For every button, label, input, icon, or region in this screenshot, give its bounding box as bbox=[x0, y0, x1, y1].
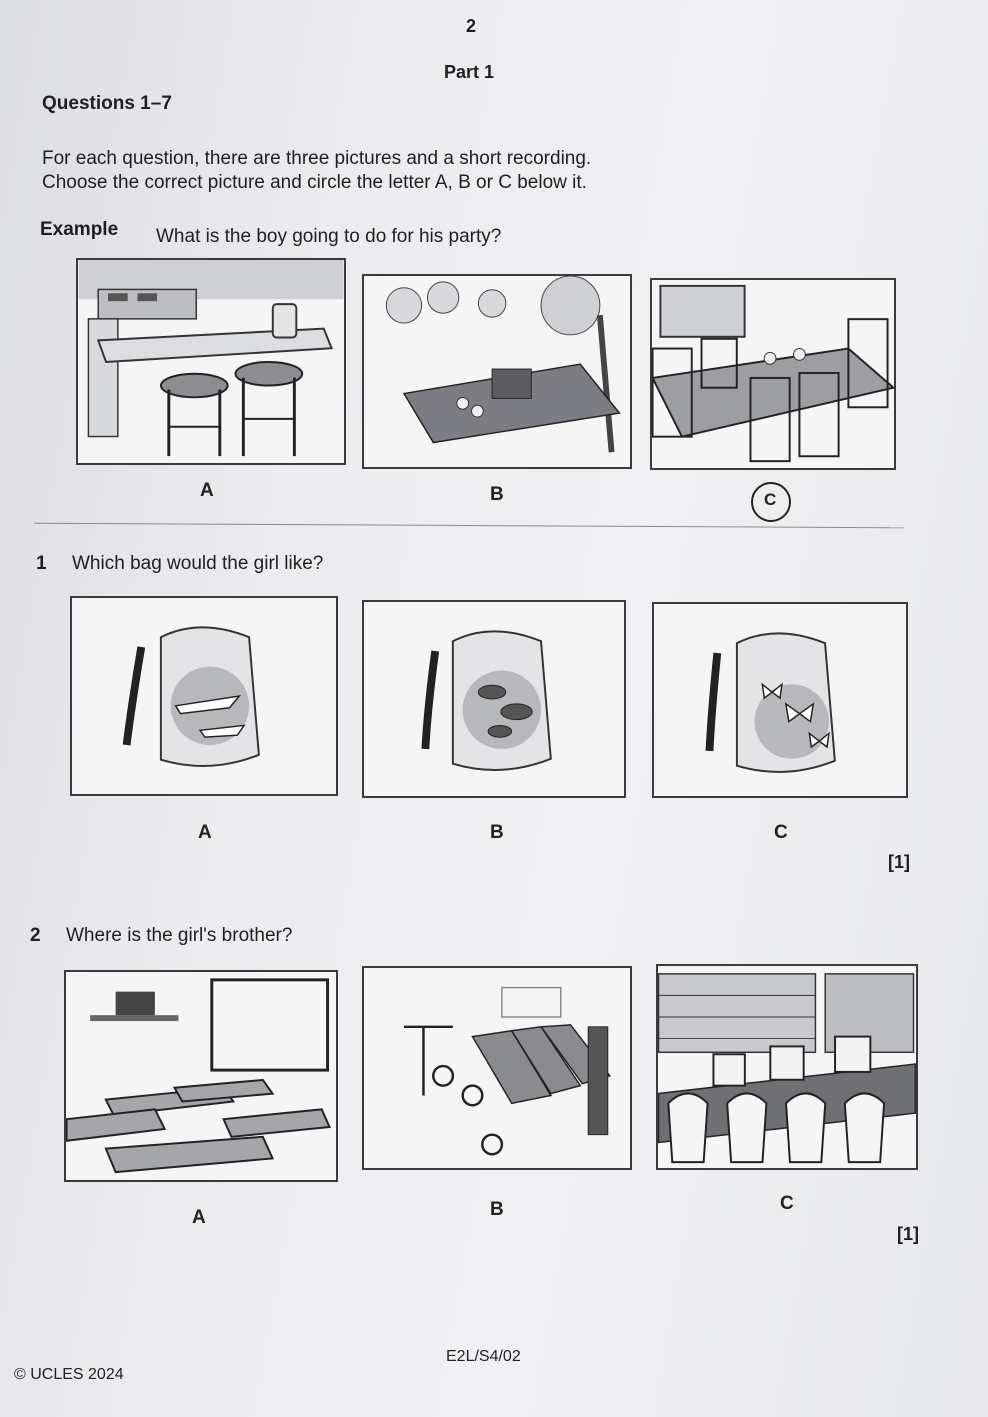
q2-picture-c-library[interactable] bbox=[656, 964, 918, 1170]
exam-code: E2L/S4/02 bbox=[446, 1348, 521, 1365]
q2-mark: [1] bbox=[897, 1224, 919, 1244]
library-computers-illustration bbox=[658, 966, 916, 1168]
gym-illustration bbox=[364, 968, 630, 1168]
q2-picture-a-classroom[interactable] bbox=[64, 970, 338, 1182]
question-2-number: 2 bbox=[30, 925, 41, 946]
example-option-c[interactable]: C bbox=[764, 490, 777, 509]
q1-picture-c-butterfly-backpack[interactable] bbox=[652, 602, 908, 798]
picnic-illustration bbox=[364, 276, 630, 467]
backpack-fish-illustration bbox=[364, 602, 624, 796]
q2-option-a[interactable]: A bbox=[192, 1207, 206, 1228]
q1-option-b[interactable]: B bbox=[490, 822, 504, 843]
part-title: Part 1 bbox=[444, 62, 495, 82]
question-1-number: 1 bbox=[36, 553, 47, 574]
q1-option-c[interactable]: C bbox=[774, 822, 788, 843]
q1-mark: [1] bbox=[888, 852, 910, 872]
classroom-illustration bbox=[66, 972, 336, 1180]
example-picture-a-kitchen[interactable] bbox=[76, 258, 346, 465]
page-number: 2 bbox=[466, 16, 477, 36]
kitchen-illustration bbox=[78, 260, 344, 463]
q1-option-a[interactable]: A bbox=[198, 822, 212, 843]
copyright: © UCLES 2024 bbox=[14, 1366, 124, 1383]
example-option-a[interactable]: A bbox=[200, 480, 214, 501]
example-question: What is the boy going to do for his party? bbox=[156, 226, 502, 247]
example-picture-c-dining-table[interactable] bbox=[650, 278, 896, 470]
backpack-butterflies-illustration bbox=[654, 604, 906, 796]
q1-picture-b-fish-backpack[interactable] bbox=[362, 600, 626, 798]
instruction-line-1: For each question, there are three pictures and a short recording. bbox=[42, 148, 592, 169]
question-1-text: Which bag would the girl like? bbox=[72, 553, 324, 574]
instruction-line-2: Choose the correct picture and circle the letter A, B or C below it. bbox=[42, 172, 587, 193]
q2-option-c[interactable]: C bbox=[780, 1193, 794, 1214]
section-divider bbox=[34, 523, 904, 529]
question-2-text: Where is the girl's brother? bbox=[66, 925, 293, 946]
q2-option-b[interactable]: B bbox=[490, 1199, 504, 1220]
example-picture-b-picnic[interactable] bbox=[362, 274, 632, 469]
q1-picture-a-plane-backpack[interactable] bbox=[70, 596, 338, 796]
dining-table-illustration bbox=[652, 280, 894, 468]
backpack-planes-illustration bbox=[72, 598, 336, 794]
questions-range: Questions 1–7 bbox=[42, 93, 172, 114]
example-option-b[interactable]: B bbox=[490, 484, 504, 505]
example-label: Example bbox=[40, 219, 119, 240]
q2-picture-b-gym[interactable] bbox=[362, 966, 632, 1170]
